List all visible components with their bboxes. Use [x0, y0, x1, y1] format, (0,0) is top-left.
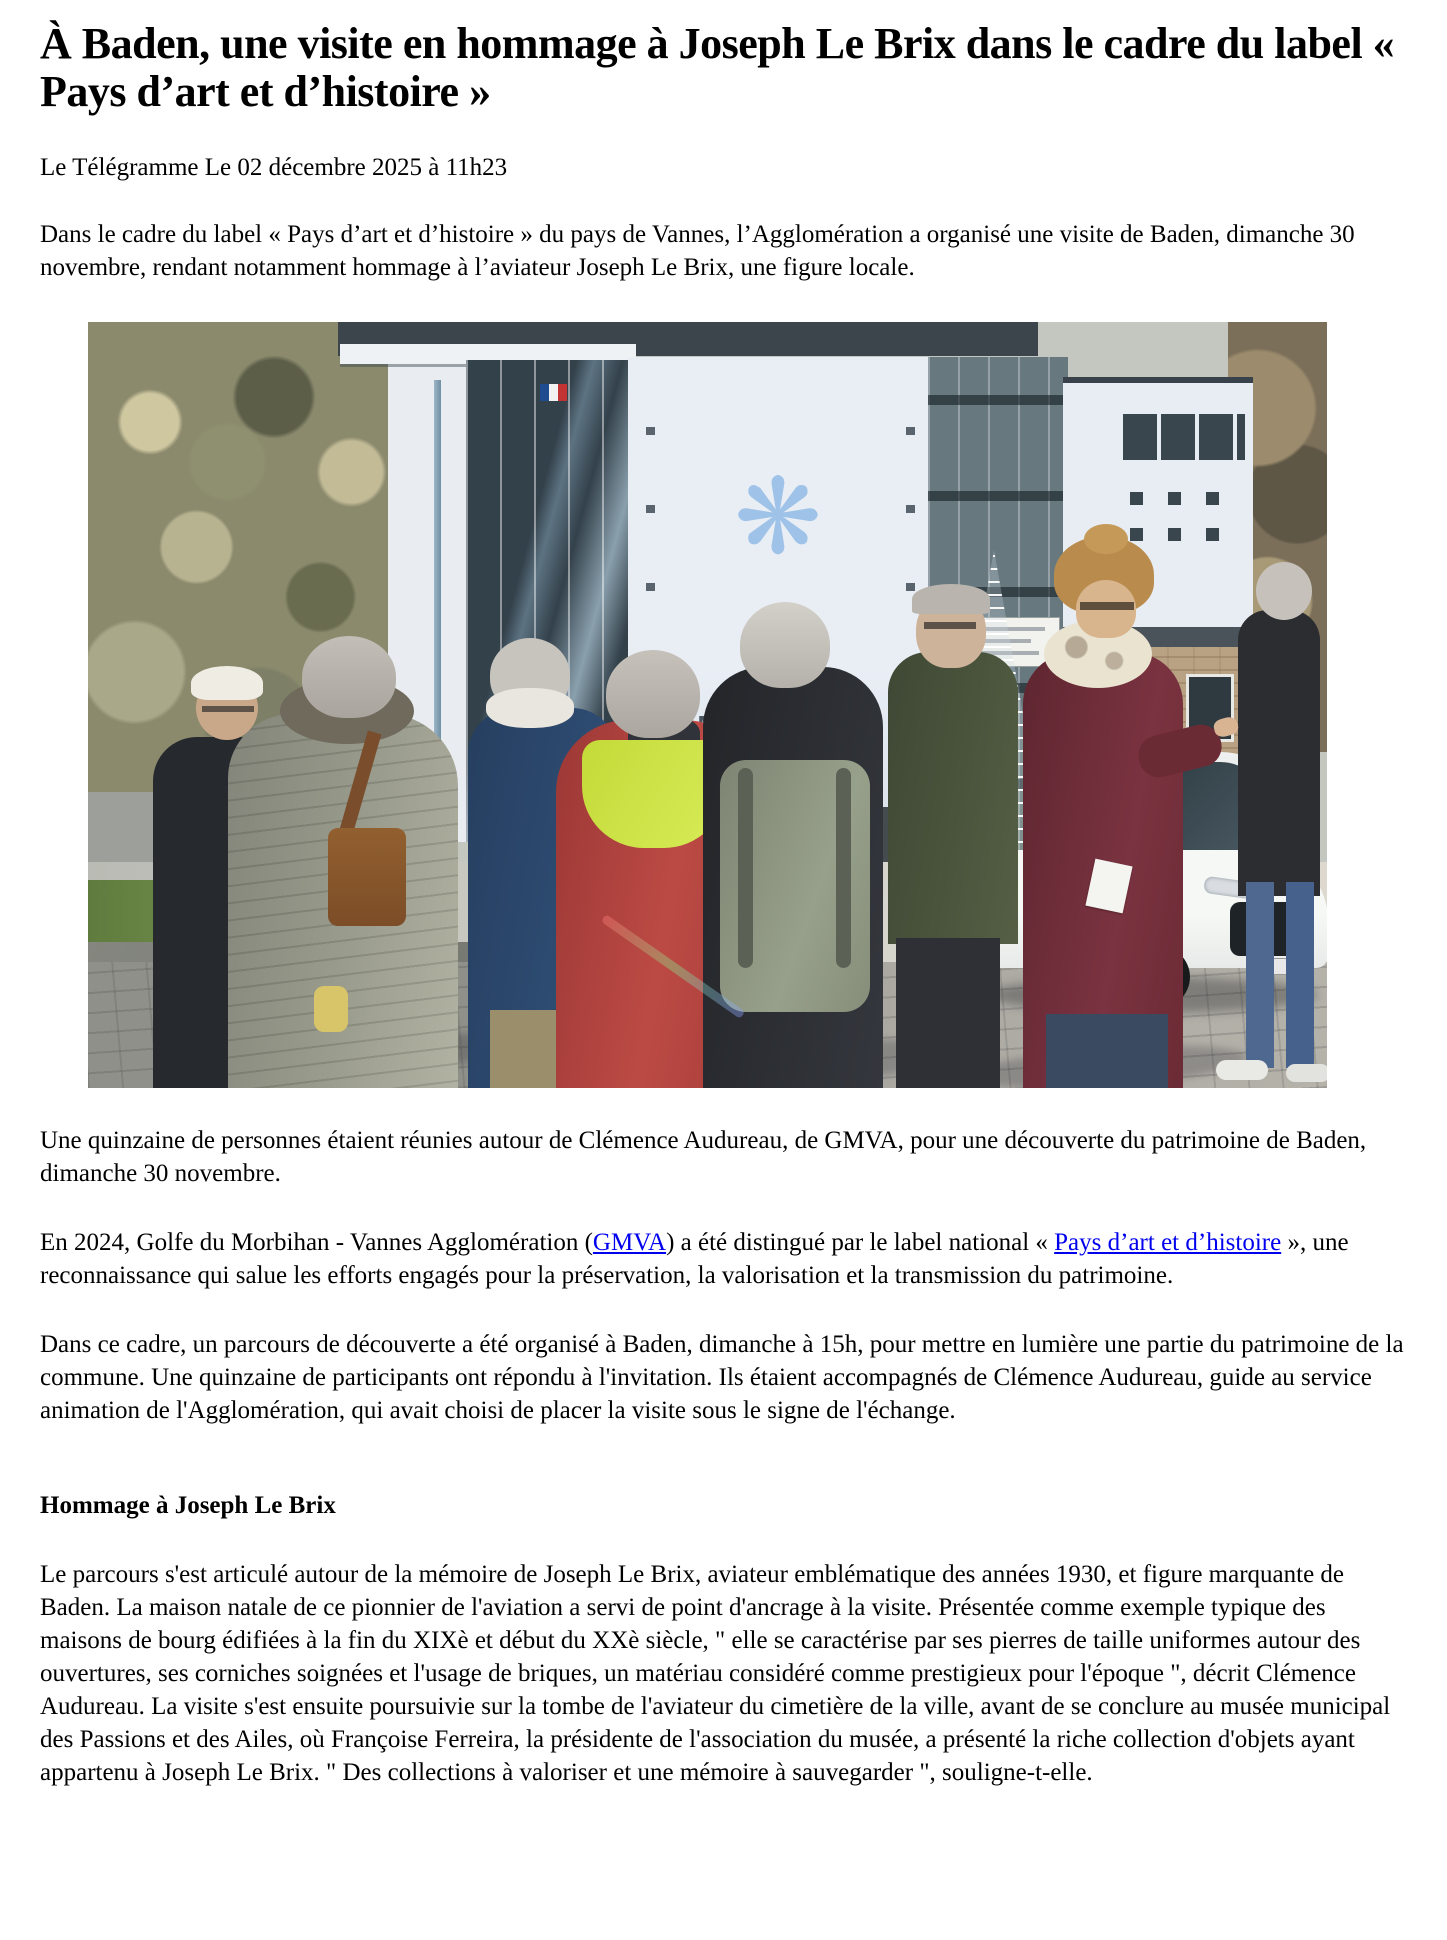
subheading-hommage: Hommage à Joseph Le Brix [40, 1492, 336, 1519]
paragraph-visit: Dans ce cadre, un parcours de découverte a été organisé à Baden, dimanche à 15h, pour mettre en lumière une partie du patrimoine de la commune. Une quinzaine de participants ont répondu à l'invitation. Ils étaient accompagnés de Clémence Audureau, guide au service animation de l'Agglomération, qui avait choisi de placer la visite sous le signe de l'échange. [40, 1331, 1404, 1424]
man-olive-trousers [896, 938, 1000, 1088]
white-scarf [486, 688, 574, 728]
backpack-strap [836, 768, 851, 968]
person-far-right [1238, 610, 1320, 896]
guide-hair-bun [1084, 524, 1128, 554]
person-far-right-jeans [1246, 882, 1274, 1068]
man-olive-glasses [924, 622, 976, 629]
french-flag [540, 384, 567, 401]
man-olive-hair [912, 584, 990, 614]
right-building-window-strip [1123, 414, 1245, 460]
man-white-cap-glasses [202, 706, 254, 712]
intro-paragraph: Dans le cadre du label « Pays d’art et d’histoire » du pays de Vannes, l’Agglomération a organisé une visite de Baden, dimanche 30 novembre, rendant notamment hommage à l’aviateur Joseph Le Brix, une figure locale. [40, 221, 1355, 281]
person-black-jacket-head [740, 602, 830, 688]
paragraph-text: ) a été distingué par le label national « [666, 1229, 1055, 1256]
paragraph-text: En 2024, Golfe du Morbihan - Vannes Agglomération ( [40, 1229, 593, 1256]
man-olive-jacket [888, 652, 1018, 944]
gmva-link[interactable]: GMVA [592, 1229, 667, 1256]
photo-caption: Une quinzaine de personnes étaient réunies autour de Clémence Audureau, de GMVA, pour une découverte du patrimoine de Baden, dimanche 30 novembre. [40, 1127, 1367, 1187]
article-photo [88, 322, 1327, 1088]
brown-leather-bag [328, 828, 406, 926]
mairie-logo-icon: ❋ [734, 456, 822, 578]
right-building-small-windows [1130, 528, 1242, 541]
right-building-small-windows [1130, 492, 1242, 505]
pays-art-histoire-link[interactable]: Pays d’art et d’histoire [1054, 1229, 1282, 1256]
article-page [0, 20, 1447, 1789]
woman-grey-puffer-head [302, 636, 396, 718]
paragraph-text: », une reconnaissance qui salue les efforts engagés pour la préservation, la valorisation et la transmission du patrimoine. [40, 1229, 1349, 1289]
paragraph-lebrix: Le parcours s'est articulé autour de la mémoire de Joseph Le Brix, aviateur emblématique des années 1930, et figure marquante de Baden. La maison natale de ce pionnier de l'aviation a servi de point d'ancrage à la visite. Présentée comme exemple typique des maisons de bourg édifiées à la fin du XIXè et début du XXè siècle, " elle se caractérise par ses pierres de taille uniformes autour des ouvertures, ses corniches soignées et l'usage de briques, un matériau considéré comme prestigieux pour l'époque ", décrit Clémence Audureau. La visite s'est ensuite poursuivie sur la tombe de l'aviateur du cimetière de la ville, avant de se conclure au musée municipal des Passions et des Ailes, où Françoise Ferreira, la présidente de l'association du musée, a présenté la riche collection d'objets ayant appartenu à Joseph Le Brix. " Des collections à valoriser et une mémoire à sauvegarder ", souligne-t-elle. [40, 1561, 1391, 1786]
guide-jeans [1046, 1014, 1168, 1088]
white-sneaker [1216, 1060, 1268, 1080]
backpack-strap [738, 768, 753, 968]
person-red-jacket-head [606, 650, 700, 738]
guide-glasses [1080, 602, 1134, 610]
person-far-right-jeans [1286, 882, 1314, 1068]
white-cap [191, 666, 263, 700]
person-far-right-head [1256, 562, 1312, 620]
byline: Le Télégramme Le 02 décembre 2025 à 11h23 [40, 154, 508, 181]
page-title: À Baden, une visite en hommage à Joseph Le Brix dans le cadre du label « Pays d’art et d’histoire » [40, 19, 1395, 116]
yellow-glove [314, 986, 348, 1032]
paragraph-label [40, 1226, 1407, 1292]
white-sneaker [1286, 1064, 1327, 1082]
